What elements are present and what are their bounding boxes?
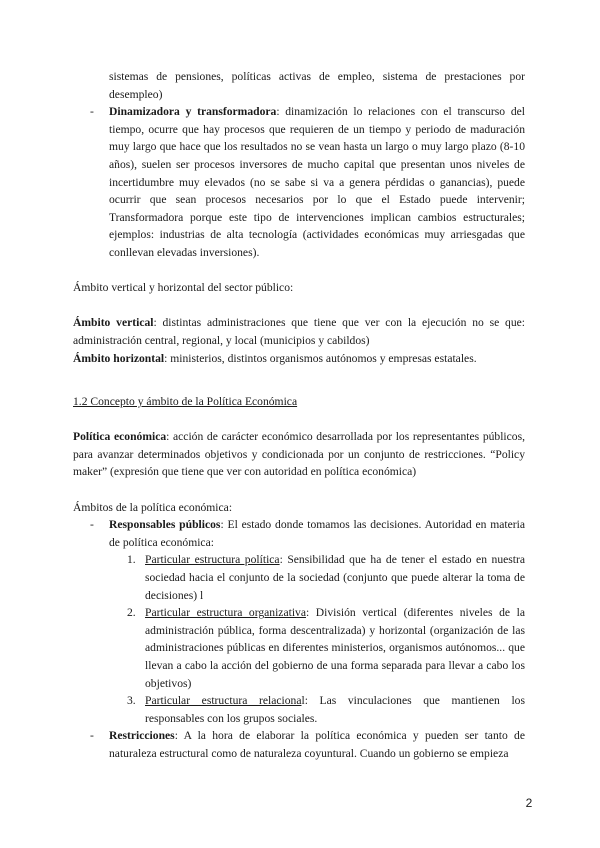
term-responsables: Responsables públicos xyxy=(109,518,221,532)
ambito-intro: Ámbito vertical y horizontal del sector público: xyxy=(73,281,294,295)
spacer xyxy=(73,481,525,499)
sub-item-text: l: Las vinculaciones que mantienen los responsables con los grupos sociales. xyxy=(145,694,525,725)
term-restricciones: Restricciones xyxy=(109,729,175,743)
sub-item-term: Particular estructura organizativa xyxy=(145,606,306,620)
text-politica-economica: : acción de carácter económico desarrollada por los representantes públicos, para avanzar determinados objetivos y condicionada por un conjunto de restricciones. “Policy maker” (expresión que tiene que ver con autoridad en política económica) xyxy=(73,430,526,479)
section-heading: 1.2 Concepto y ámbito de la Política Económica xyxy=(73,395,298,409)
text-dinamizadora: : dinamización lo relaciones con el transcurso del tiempo, ocurre que hay procesos que requieren de un tiempo y periodo de maduración muy largo que hace que los resultados no se vean hasta un largo o muy largo plazo (8-10 años), suelen ser procesos inversores de mucho capital que presentan unos niveles de incertidumbre muy elevados (no se sabe si va a genera pérdidas o ganancias), puede ocurrir que sean procesos necesarios por lo que el Estado puede intervenir; Transformadora porque este tipo de intervenciones implican cambios estructurales; ejemplos: industrias de alta tecnología (actividades económicas muy arriesgadas que conllevan elevadas inversiones). xyxy=(109,105,525,259)
list-dash: - xyxy=(90,518,94,532)
list-item-dinamizadora xyxy=(73,103,525,261)
text-restricciones: : A la hora de elaborar la política económica y pueden ser tanto de naturaleza estructural como de naturaleza coyuntural. Cuando un gobierno se empieza xyxy=(109,729,525,760)
sub-item-term: Particular estructura relaciona xyxy=(145,694,302,708)
term-ambito-vertical: Ámbito vertical xyxy=(73,316,154,330)
sub-item-number: 3. xyxy=(127,694,136,708)
ambito-horizontal xyxy=(73,350,525,368)
spacer xyxy=(73,297,525,315)
list-dash: - xyxy=(90,105,94,119)
page-number: 2 xyxy=(525,796,533,810)
sub-item-text: : Sensibilidad que ha de tener el estado en nuestra sociedad hacia el conjunto de la sociedad (conjunto que puede alterar la toma de decisiones) l xyxy=(145,553,526,602)
list-dash: - xyxy=(90,729,94,743)
sub-item-term: Particular estructura política xyxy=(145,553,280,567)
ambitos-intro: Ámbitos de la política económica: xyxy=(73,500,233,514)
sub-item-2 xyxy=(73,604,525,692)
ambito-vertical xyxy=(73,314,525,349)
sub-item-text: : División vertical (diferentes niveles de la administración pública, forma descentralizada) y horizontal (organización de las administraciones públicas en diferentes ministerios, organismos autónomos... que llevan a cabo la acción del gobierno de una forma separada para llevar a cabo los objetivos) xyxy=(145,606,525,690)
term-dinamizadora: Dinamizadora y transformadora xyxy=(109,105,277,119)
sub-item-3 xyxy=(73,692,525,727)
list-continuation: sistemas de pensiones, políticas activas de empleo, sistema de prestaciones por desempleo) xyxy=(109,70,525,101)
sub-item-1 xyxy=(73,551,525,604)
list-item-restricciones xyxy=(73,727,525,762)
spacer xyxy=(73,411,525,429)
politica-economica-definition xyxy=(73,428,525,481)
page-content xyxy=(73,68,525,763)
text-ambito-horizontal: : ministerios, distintos organismos autónomos y empresas estatales. xyxy=(164,351,477,365)
sub-item-number: 2. xyxy=(127,606,136,620)
term-politica-economica: Política económica xyxy=(73,430,167,444)
sub-item-number: 1. xyxy=(127,553,136,567)
term-ambito-horizontal: Ámbito horizontal xyxy=(73,351,165,365)
spacer xyxy=(73,367,525,393)
text-ambito-vertical: : distintas administraciones que tiene que ver con la ejecución no se que: administración central, regional, y local (municipios y cabildos) xyxy=(73,316,526,347)
text-responsables: : El estado donde tomamos las decisiones. Autoridad en materia de política económica: xyxy=(109,518,526,549)
list-item-responsables xyxy=(73,516,525,551)
spacer xyxy=(73,262,525,280)
